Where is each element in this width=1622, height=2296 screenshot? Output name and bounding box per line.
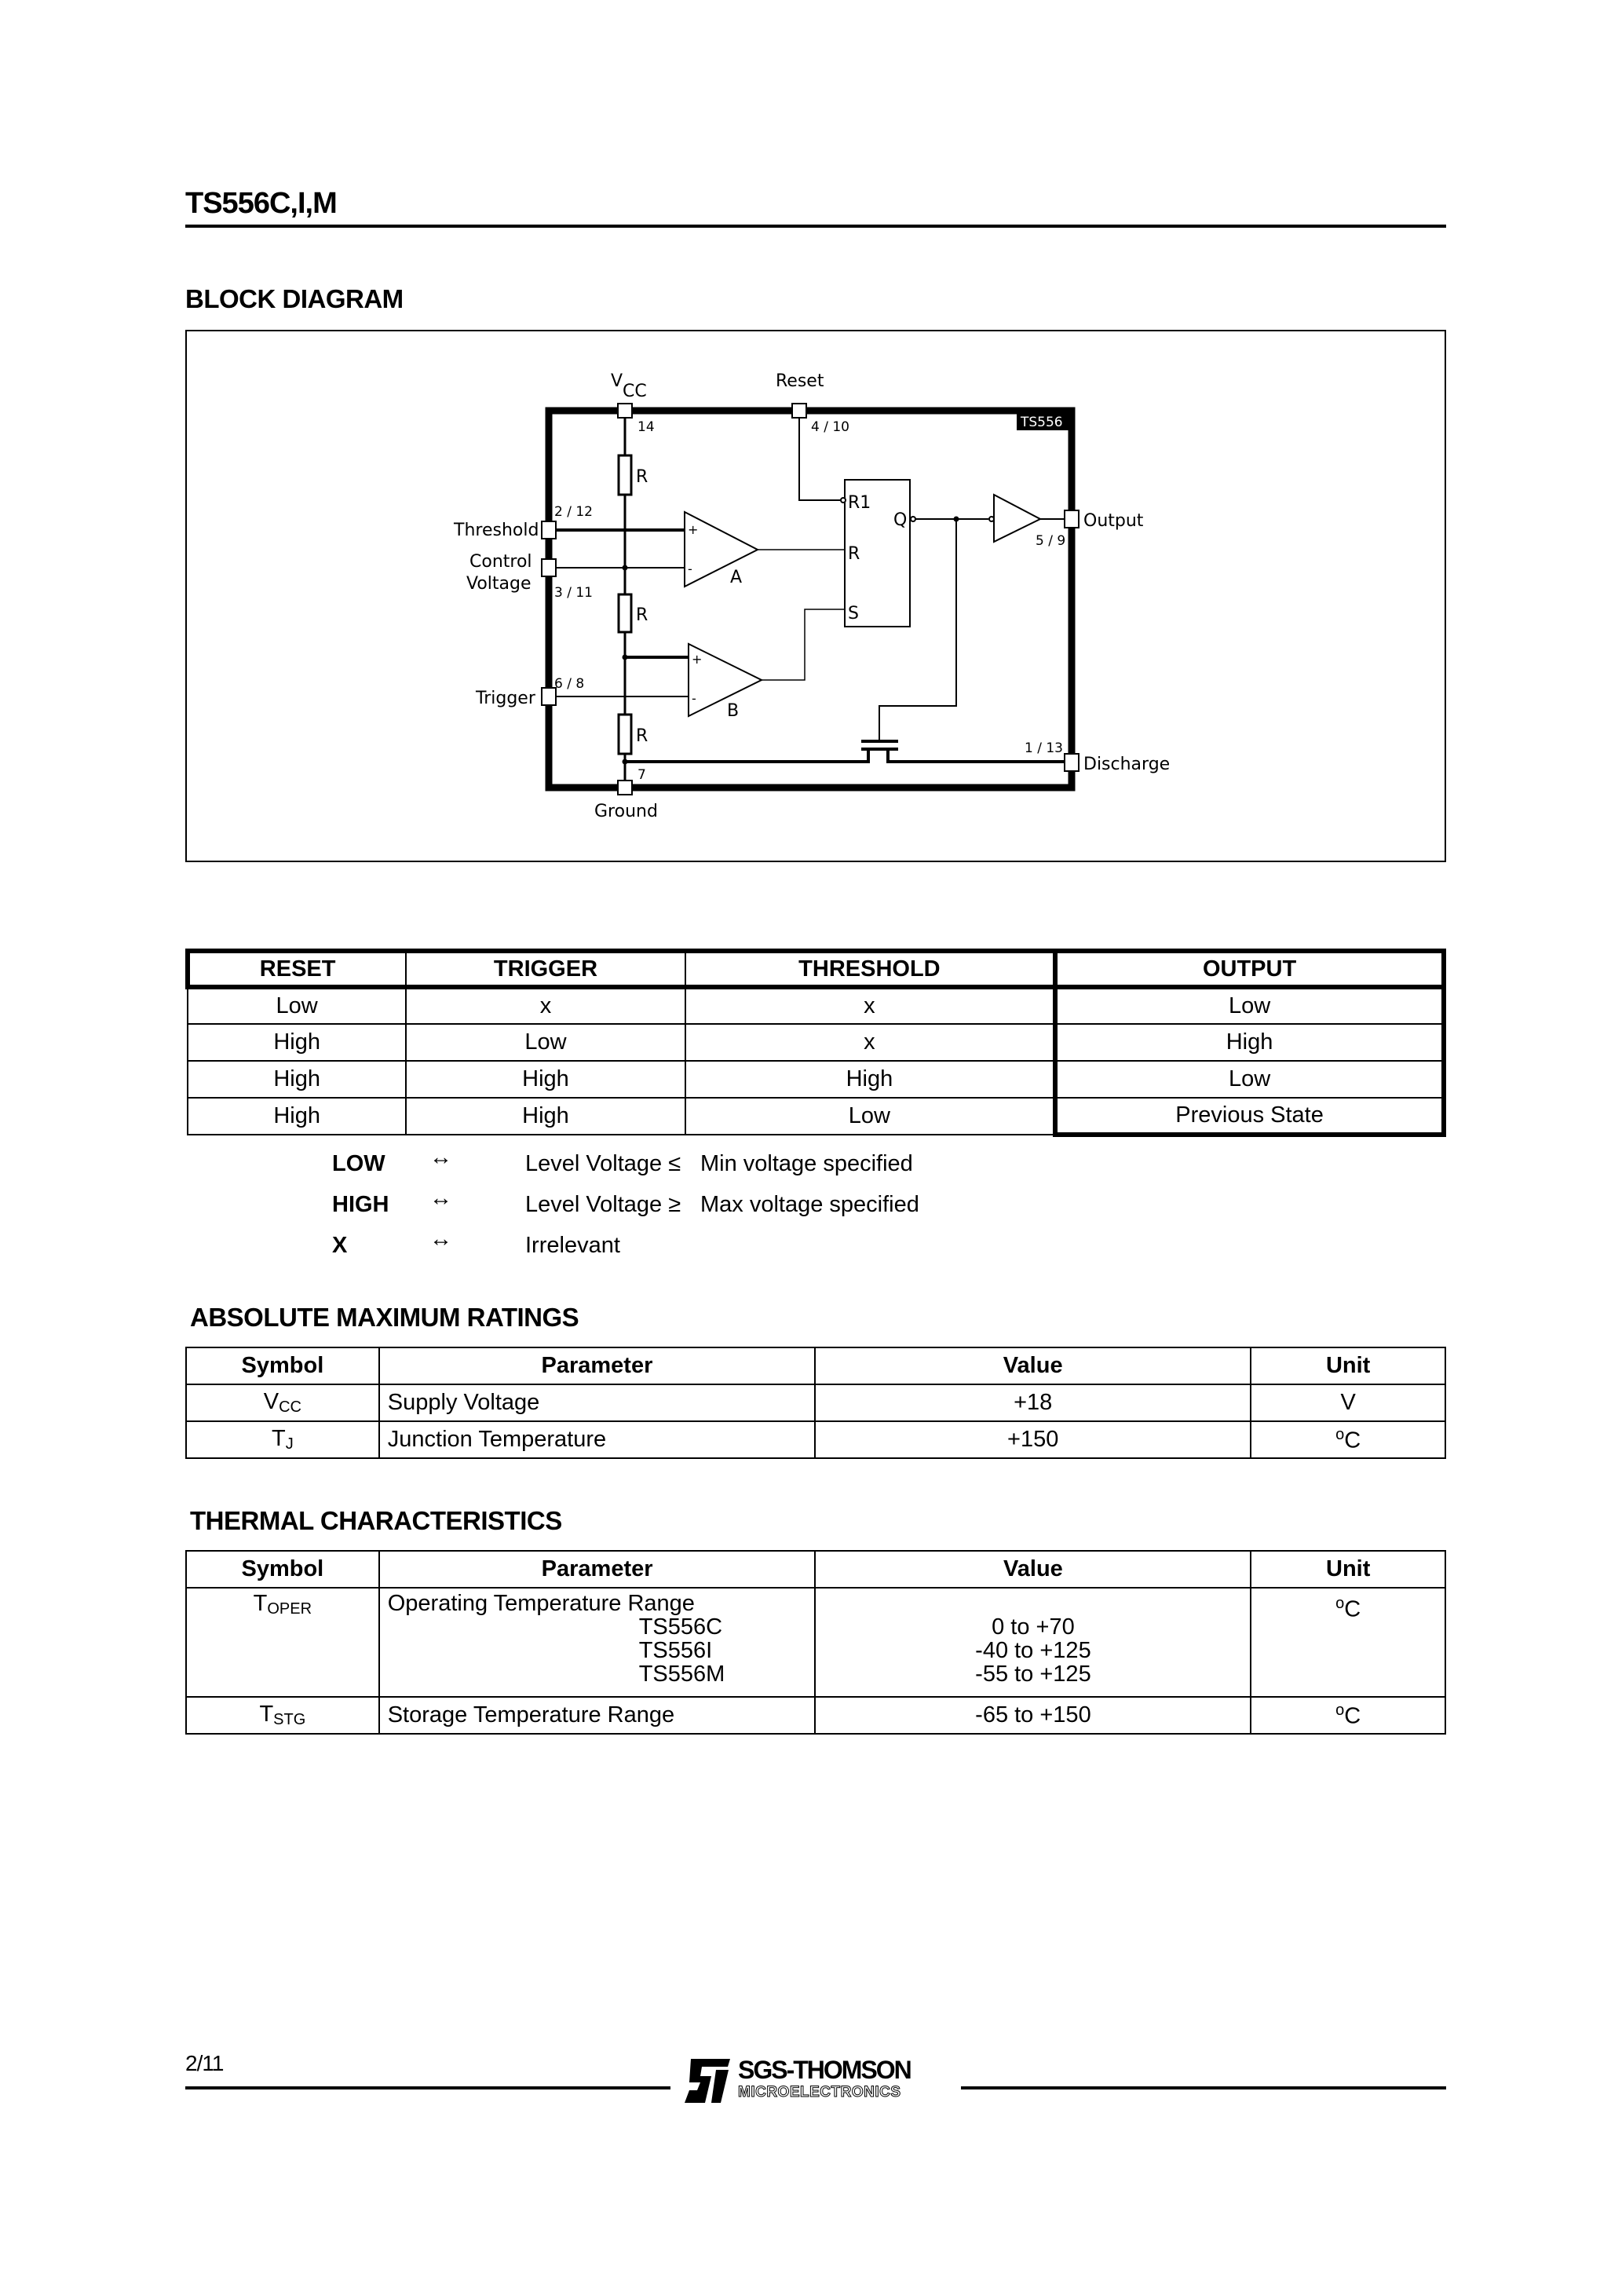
- pin-output: [1065, 510, 1079, 528]
- value-line: -55 to +125: [975, 1662, 1091, 1687]
- diagram-label: +: [688, 522, 699, 537]
- unit: [1251, 1697, 1445, 1734]
- symbol-cell: [186, 1384, 379, 1421]
- diagram-label: R1: [848, 493, 871, 513]
- cell: Low: [685, 1098, 1055, 1135]
- symbol: T: [253, 1591, 268, 1616]
- diagram-label: 2 / 12: [554, 504, 593, 520]
- table-row: [186, 1697, 1445, 1734]
- table-header-row: [186, 1551, 1445, 1588]
- symbol-cell: [186, 1421, 379, 1458]
- value: +18: [815, 1384, 1251, 1421]
- cell: High: [406, 1098, 685, 1135]
- col-parameter: Parameter: [379, 1347, 815, 1384]
- diagram-label: S: [848, 604, 859, 623]
- col-symbol: Symbol: [186, 1347, 379, 1384]
- parameter: Junction Temperature: [379, 1421, 815, 1458]
- diagram-wire: [625, 749, 868, 762]
- table-header-row: [188, 951, 1444, 987]
- cell: High: [188, 1061, 406, 1098]
- diagram-label: 4 / 10: [811, 419, 849, 435]
- symbol-cell: [186, 1697, 379, 1734]
- diagram-label: Threshold: [454, 521, 539, 540]
- truth-table: [185, 949, 1446, 1137]
- diagram-label: -: [688, 561, 692, 576]
- col-output: OUTPUT: [1055, 951, 1444, 987]
- diagram-label: -: [692, 691, 696, 706]
- symbol: T: [272, 1426, 286, 1451]
- degree-sup: o: [1335, 1595, 1345, 1612]
- diagram-label: R: [636, 605, 648, 625]
- degree-sup: o: [1335, 1701, 1345, 1719]
- diagram-label: 14: [637, 419, 655, 435]
- double-arrow-icon: ↔: [429, 1186, 452, 1211]
- col-parameter: Parameter: [379, 1551, 816, 1588]
- diagram-label: Ground: [594, 802, 658, 821]
- parameter: Supply Voltage: [379, 1384, 815, 1421]
- diagram-label: Voltage: [466, 574, 532, 594]
- diagram-label: 5 / 9: [1036, 533, 1066, 549]
- cell: Low: [188, 987, 406, 1024]
- cell: Low: [1055, 987, 1444, 1024]
- page-number: 2/11: [185, 2051, 224, 2075]
- st-logo-icon: [685, 2059, 732, 2104]
- diagram-label: Reset: [776, 371, 824, 391]
- diagram-wire: [762, 609, 845, 680]
- diagram-label: R: [636, 726, 648, 746]
- parameter: Storage Temperature Range: [379, 1697, 816, 1734]
- cell: x: [685, 1024, 1055, 1061]
- legend-desc: Level Voltage ≤: [525, 1151, 681, 1176]
- value: -65 to +150: [815, 1697, 1251, 1734]
- table-row: [186, 1588, 1445, 1697]
- parameter: [379, 1588, 816, 1697]
- symbol: T: [259, 1702, 274, 1727]
- part-number: TS556I: [638, 1638, 713, 1663]
- cell: Low: [406, 1024, 685, 1061]
- diagram-label: R: [848, 544, 860, 564]
- sgs-thomson-logo: [685, 2057, 955, 2106]
- col-value: Value: [815, 1551, 1251, 1588]
- diagram-label: Control: [469, 552, 532, 572]
- cell: High: [1055, 1024, 1444, 1061]
- cell: x: [406, 987, 685, 1024]
- diagram-label: Trigger: [476, 689, 535, 708]
- value: [815, 1588, 1251, 1697]
- diagram-wire: [911, 517, 915, 521]
- diagram-label: Q: [893, 510, 908, 530]
- unit-text: C: [1344, 1428, 1361, 1453]
- pin-threshold: [542, 521, 556, 539]
- resistor-2: [619, 594, 631, 632]
- symbol: V: [263, 1389, 279, 1414]
- block-diagram: [0, 0, 1622, 942]
- diagram-wire: [711, 2070, 729, 2103]
- parameter-text: Operating Temperature Range: [387, 1591, 695, 1616]
- logo-line-1: SGS-THOMSON: [738, 2056, 911, 2084]
- col-unit: Unit: [1251, 1347, 1445, 1384]
- diagram-label: A: [730, 568, 743, 587]
- cell: High: [406, 1061, 685, 1098]
- col-unit: Unit: [1251, 1551, 1445, 1588]
- table-row: [188, 1024, 1444, 1061]
- thermal-table: [185, 1550, 1446, 1735]
- footer-rule-left: [185, 2086, 670, 2089]
- footer-rule-right: [961, 2086, 1446, 2089]
- diagram-label: R: [636, 467, 648, 487]
- double-arrow-icon: ↔: [429, 1145, 452, 1170]
- legend-desc: Level Voltage ≥: [525, 1192, 681, 1217]
- unit: [1251, 1421, 1445, 1458]
- value: +150: [815, 1421, 1251, 1458]
- symbol-subscript: J: [285, 1435, 294, 1453]
- pin-discharge: [1065, 754, 1079, 771]
- table-row: [186, 1421, 1445, 1458]
- resistor-3: [619, 715, 631, 754]
- part-number: TS556C: [638, 1614, 723, 1640]
- table-header-row: [186, 1347, 1445, 1384]
- document-title: TS556C,I,M: [185, 187, 337, 220]
- diagram-label: CC: [623, 382, 647, 401]
- unit-text: C: [1344, 1596, 1361, 1622]
- legend-key: LOW: [332, 1151, 385, 1176]
- double-arrow-icon: ↔: [429, 1227, 452, 1252]
- cell: x: [685, 987, 1055, 1024]
- unit: [1251, 1588, 1445, 1697]
- diagram-wire: [841, 498, 846, 503]
- legend-desc: Irrelevant: [525, 1233, 620, 1258]
- resistor-1: [619, 455, 631, 495]
- abs-max-table: [185, 1347, 1446, 1459]
- diagram-label: V: [611, 371, 623, 391]
- diagram-label: B: [727, 701, 740, 721]
- symbol-cell: [186, 1588, 379, 1697]
- col-threshold: THRESHOLD: [685, 951, 1055, 987]
- logo-line-2: MICROELECTRONICS: [738, 2084, 901, 2100]
- cell: Low: [1055, 1061, 1444, 1098]
- diagram-label: Discharge: [1083, 755, 1171, 774]
- part-number: TS556M: [638, 1662, 725, 1687]
- legend-detail: Max voltage specified: [700, 1192, 919, 1217]
- legend-key: HIGH: [332, 1192, 389, 1217]
- diagram-label: 3 / 11: [554, 585, 593, 601]
- legend-key: X: [332, 1233, 348, 1258]
- thermal-title: THERMAL CHARACTERISTICS: [190, 1506, 562, 1535]
- degree-sup: o: [1335, 1425, 1345, 1443]
- value-line: -40 to +125: [975, 1638, 1091, 1663]
- value-line: 0 to +70: [992, 1614, 1075, 1640]
- diagram-label: Output: [1083, 511, 1144, 531]
- cell: High: [685, 1061, 1055, 1098]
- diagram-label: 1 / 13: [1025, 740, 1063, 756]
- col-reset: RESET: [188, 951, 406, 987]
- diagram-label: TS556: [1021, 415, 1063, 430]
- legend-detail: Min voltage specified: [700, 1151, 913, 1176]
- symbol-subscript: STG: [273, 1711, 306, 1728]
- symbol-subscript: OPER: [267, 1600, 312, 1618]
- table-row: [188, 1098, 1444, 1135]
- pin-control-voltage: [542, 559, 556, 576]
- unit-text: C: [1344, 1703, 1361, 1729]
- cell: Previous State: [1055, 1098, 1444, 1135]
- pin-vcc: [618, 404, 632, 418]
- diagram-label: 7: [637, 767, 646, 783]
- col-symbol: Symbol: [186, 1551, 379, 1588]
- cell: High: [188, 1098, 406, 1135]
- symbol-subscript: CC: [279, 1398, 301, 1416]
- diagram-label: +: [692, 652, 703, 667]
- col-value: Value: [815, 1347, 1251, 1384]
- pin-ground: [618, 781, 632, 795]
- abs-max-title: ABSOLUTE MAXIMUM RATINGS: [190, 1303, 579, 1332]
- pin-reset: [792, 404, 806, 418]
- table-row: [188, 987, 1444, 1024]
- table-row: [188, 1061, 1444, 1098]
- col-trigger: TRIGGER: [406, 951, 685, 987]
- cell: High: [188, 1024, 406, 1061]
- diagram-label: 6 / 8: [554, 676, 585, 692]
- unit: V: [1251, 1384, 1445, 1421]
- output-buffer: [994, 495, 1040, 542]
- table-row: [186, 1384, 1445, 1421]
- block-diagram-title: BLOCK DIAGRAM: [185, 284, 404, 313]
